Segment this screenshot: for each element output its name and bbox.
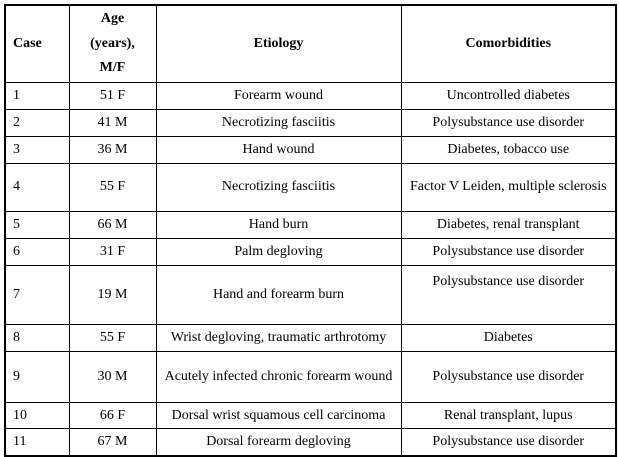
age-cell: 19 M: [69, 265, 156, 324]
table-row: [5, 211, 616, 238]
case-cell: 2: [5, 109, 69, 136]
comorbidities-cell: Polysubstance use disorder: [401, 238, 616, 265]
age-cell: 41 M: [69, 109, 156, 136]
age-cell: 66 F: [69, 402, 156, 429]
table-row: [5, 265, 616, 324]
etiology-cell: Dorsal wrist squamous cell carcinoma: [156, 402, 401, 429]
table-row: [5, 109, 616, 136]
table-row: [5, 82, 616, 109]
etiology-cell: Wrist degloving, traumatic arthrotomy: [156, 324, 401, 351]
case-cell: 6: [5, 238, 69, 265]
age-header-line-3: M/F: [99, 60, 126, 75]
age-cell: 66 M: [69, 211, 156, 238]
table-row: [5, 238, 616, 265]
etiology-cell: Hand wound: [156, 136, 401, 163]
comorbidities-cell: Renal transplant, lupus: [401, 402, 616, 429]
cases-table: [4, 4, 617, 457]
etiology-cell: Hand burn: [156, 211, 401, 238]
case-cell: 8: [5, 324, 69, 351]
comorbidities-cell: Polysubstance use disorder: [401, 265, 616, 324]
age-cell: 67 M: [69, 429, 156, 456]
etiology-cell: Forearm wound: [156, 82, 401, 109]
age-cell: 30 M: [69, 351, 156, 402]
table-row: [5, 429, 616, 456]
case-cell: 3: [5, 136, 69, 163]
case-cell: 1: [5, 82, 69, 109]
etiology-cell: Dorsal forearm degloving: [156, 429, 401, 456]
comorbidities-cell: Polysubstance use disorder: [401, 351, 616, 402]
etiology-cell: Acutely infected chronic forearm wound: [156, 351, 401, 402]
age-cell: 36 M: [69, 136, 156, 163]
comorbidities-cell: Uncontrolled diabetes: [401, 82, 616, 109]
comorbidities-cell: Diabetes, renal transplant: [401, 211, 616, 238]
age-cell: 55 F: [69, 163, 156, 211]
comorbidities-cell: Polysubstance use disorder: [401, 109, 616, 136]
age-cell: 51 F: [69, 82, 156, 109]
comorbidities-cell: Diabetes: [401, 324, 616, 351]
case-cell: 5: [5, 211, 69, 238]
table-row: [5, 163, 616, 211]
age-header-line-1: Age: [100, 11, 125, 26]
table-row: [5, 402, 616, 429]
case-cell: 4: [5, 163, 69, 211]
etiology-cell: Necrotizing fasciitis: [156, 163, 401, 211]
table-row: [5, 136, 616, 163]
column-header-age: [69, 5, 156, 82]
etiology-cell: Palm degloving: [156, 238, 401, 265]
comorbidities-cell: Factor V Leiden, multiple sclerosis: [401, 163, 616, 211]
comorbidities-cell: Diabetes, tobacco use: [401, 136, 616, 163]
table-header-row: [5, 5, 616, 82]
etiology-cell: Hand and forearm burn: [156, 265, 401, 324]
case-cell: 11: [5, 429, 69, 456]
column-header-case: Case: [5, 5, 69, 82]
case-cell: 7: [5, 265, 69, 324]
case-cell: 9: [5, 351, 69, 402]
comorbidities-cell: Polysubstance use disorder: [401, 429, 616, 456]
table-row: [5, 351, 616, 402]
age-cell: 31 F: [69, 238, 156, 265]
etiology-cell: Necrotizing fasciitis: [156, 109, 401, 136]
column-header-comorbidities: Comorbidities: [401, 5, 616, 82]
age-header-line-2: (years),: [90, 35, 135, 51]
case-cell: 10: [5, 402, 69, 429]
column-header-etiology: Etiology: [156, 5, 401, 82]
table-row: [5, 324, 616, 351]
age-cell: 55 F: [69, 324, 156, 351]
